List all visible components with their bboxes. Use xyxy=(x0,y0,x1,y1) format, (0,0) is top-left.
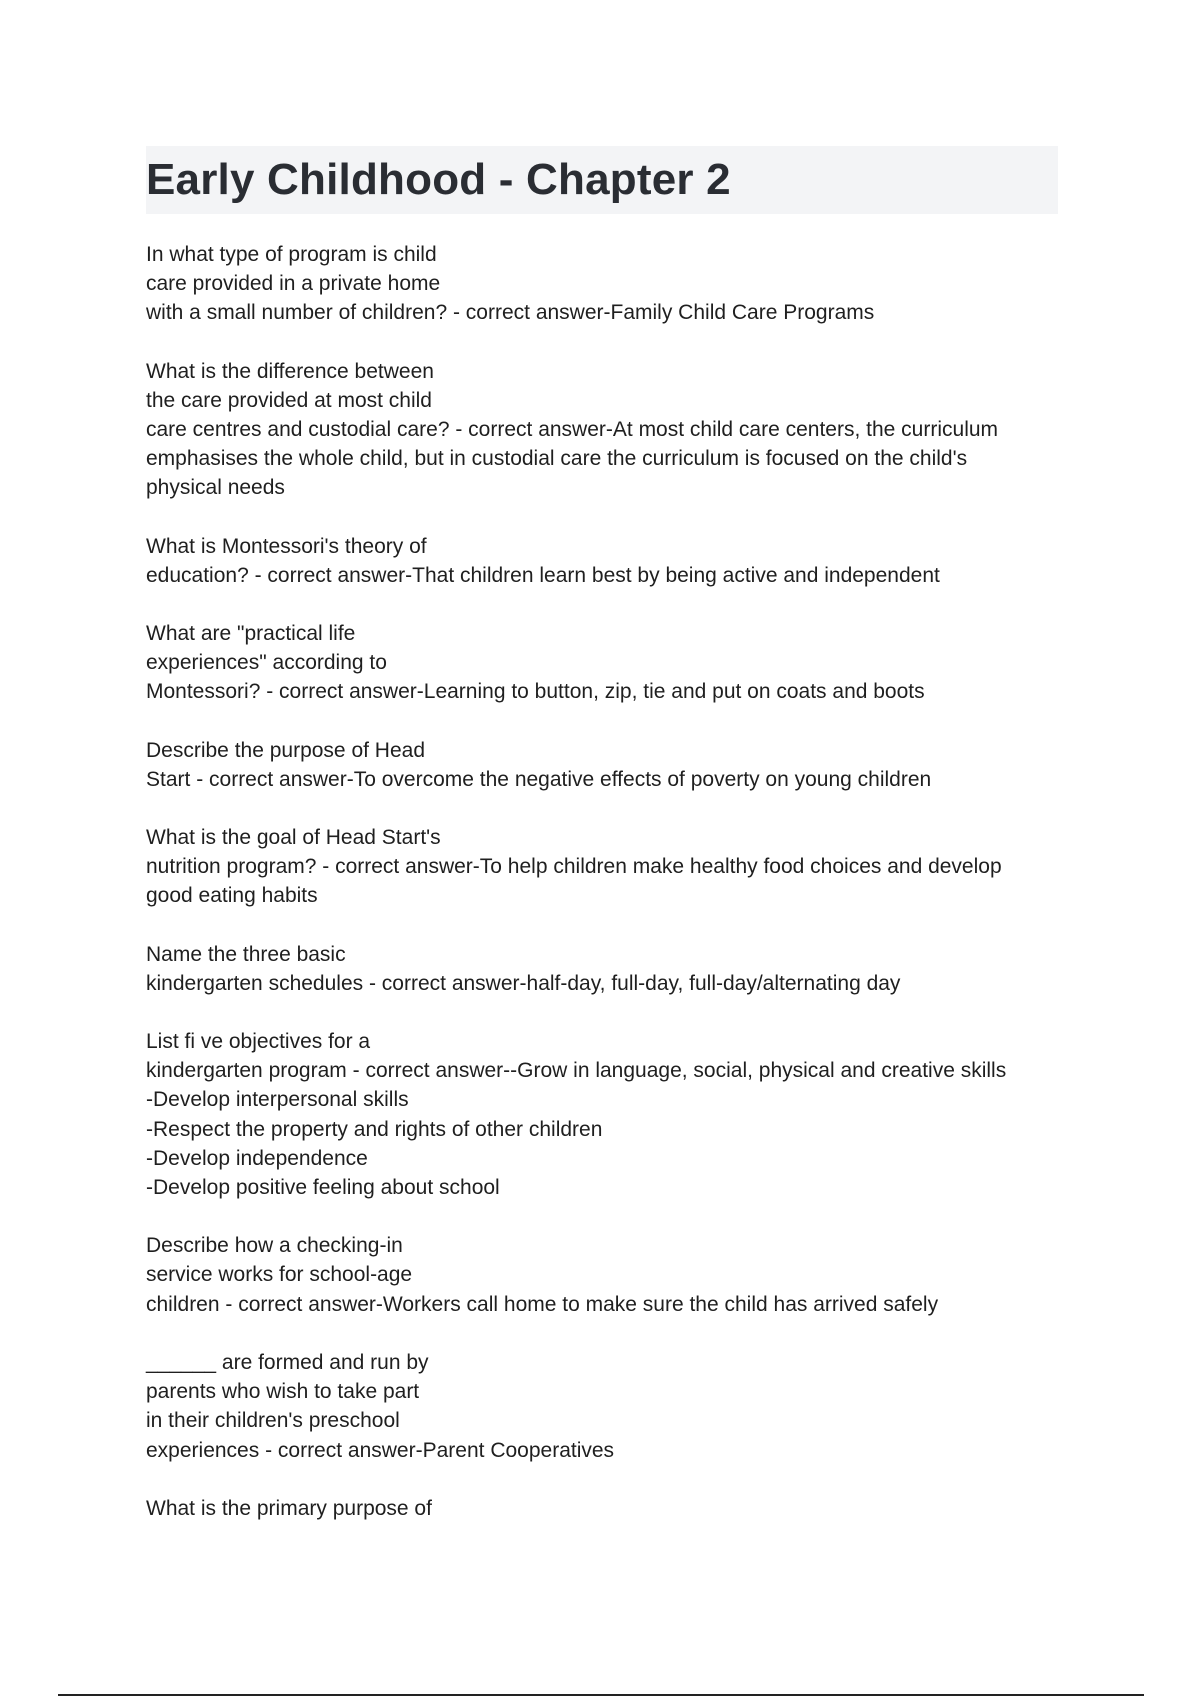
answer-separator: - correct answer- xyxy=(260,680,424,704)
answer-text: -Grow in language, social, physical and creative skills -Develop interpersonal skills -Respect the property and rights of other children -Develop independence -Develop positive feeling about school xyxy=(146,1059,1007,1200)
qa-item xyxy=(146,619,1058,707)
answer-separator: - correct answer- xyxy=(449,418,613,442)
answer-text: half-day, full-day, full-day/alternating day xyxy=(526,971,901,995)
question-text: What is Montessori's theory of education? xyxy=(146,534,427,587)
title-bar xyxy=(146,146,1058,214)
page-bottom-divider xyxy=(58,1694,1144,1696)
answer-text: Learning to button, zip, tie and put on coats and boots xyxy=(423,680,925,704)
qa-item xyxy=(146,823,1058,911)
qa-item xyxy=(146,1231,1058,1319)
page-title: Early Childhood - Chapter 2 xyxy=(146,155,731,204)
answer-text: To help children make healthy food choices and develop good eating habits xyxy=(146,855,1002,908)
answer-text: Family Child Care Programs xyxy=(610,301,875,325)
qa-item xyxy=(146,736,1058,794)
qa-item xyxy=(146,1027,1058,1202)
question-text: Describe how a checking-in service works for school-age children xyxy=(146,1234,413,1316)
answer-separator: - correct answer- xyxy=(346,1059,511,1083)
question-text: ______ are formed and run by parents who wish to take part in their children's preschool experiences xyxy=(146,1350,429,1462)
qa-item xyxy=(146,1348,1058,1465)
qa-item xyxy=(146,940,1058,998)
answer-text: At most child care centers, the curriculum emphasises the whole child, but in custodial care the curriculum is focused on the child's physical needs xyxy=(146,418,999,500)
answer-separator: - correct answer- xyxy=(190,767,354,791)
answer-separator: - correct answer- xyxy=(447,301,611,325)
question-text: List fi ve objectives for a kindergarten program xyxy=(146,1030,371,1083)
answer-separator: - correct answer- xyxy=(259,1438,423,1462)
question-text: Name the three basic kindergarten schedules xyxy=(146,942,364,995)
qa-list xyxy=(146,240,1058,1523)
answer-separator: - correct answer- xyxy=(248,563,413,587)
question-text: What is the difference between the care provided at most child care centres and custodial care? xyxy=(146,359,450,442)
qa-item xyxy=(146,357,1058,503)
document-page xyxy=(146,146,1058,1552)
answer-text: Parent Cooperatives xyxy=(422,1438,615,1462)
qa-item xyxy=(146,240,1058,328)
question-text: What is the goal of Head Start's nutrition program? xyxy=(146,826,441,879)
trailing-question-fragment: What is the primary purpose of xyxy=(146,1496,432,1520)
qa-item xyxy=(146,532,1058,590)
answer-text: To overcome the negative effects of poverty on young children xyxy=(353,767,932,791)
question-text: Describe the purpose of Head Start xyxy=(146,738,425,791)
answer-separator: - correct answer- xyxy=(363,971,527,995)
question-text: In what type of program is child care provided in a private home with a small number of children? xyxy=(146,243,448,325)
question-text: What are "practical life experiences" according to Montessori? xyxy=(146,622,387,704)
answer-separator: - correct answer- xyxy=(316,855,480,879)
answer-text: Workers call home to make sure the child has arrived safely xyxy=(382,1292,939,1316)
answer-separator: - correct answer- xyxy=(219,1292,383,1316)
answer-text: That children learn best by being active and independent xyxy=(412,563,940,587)
